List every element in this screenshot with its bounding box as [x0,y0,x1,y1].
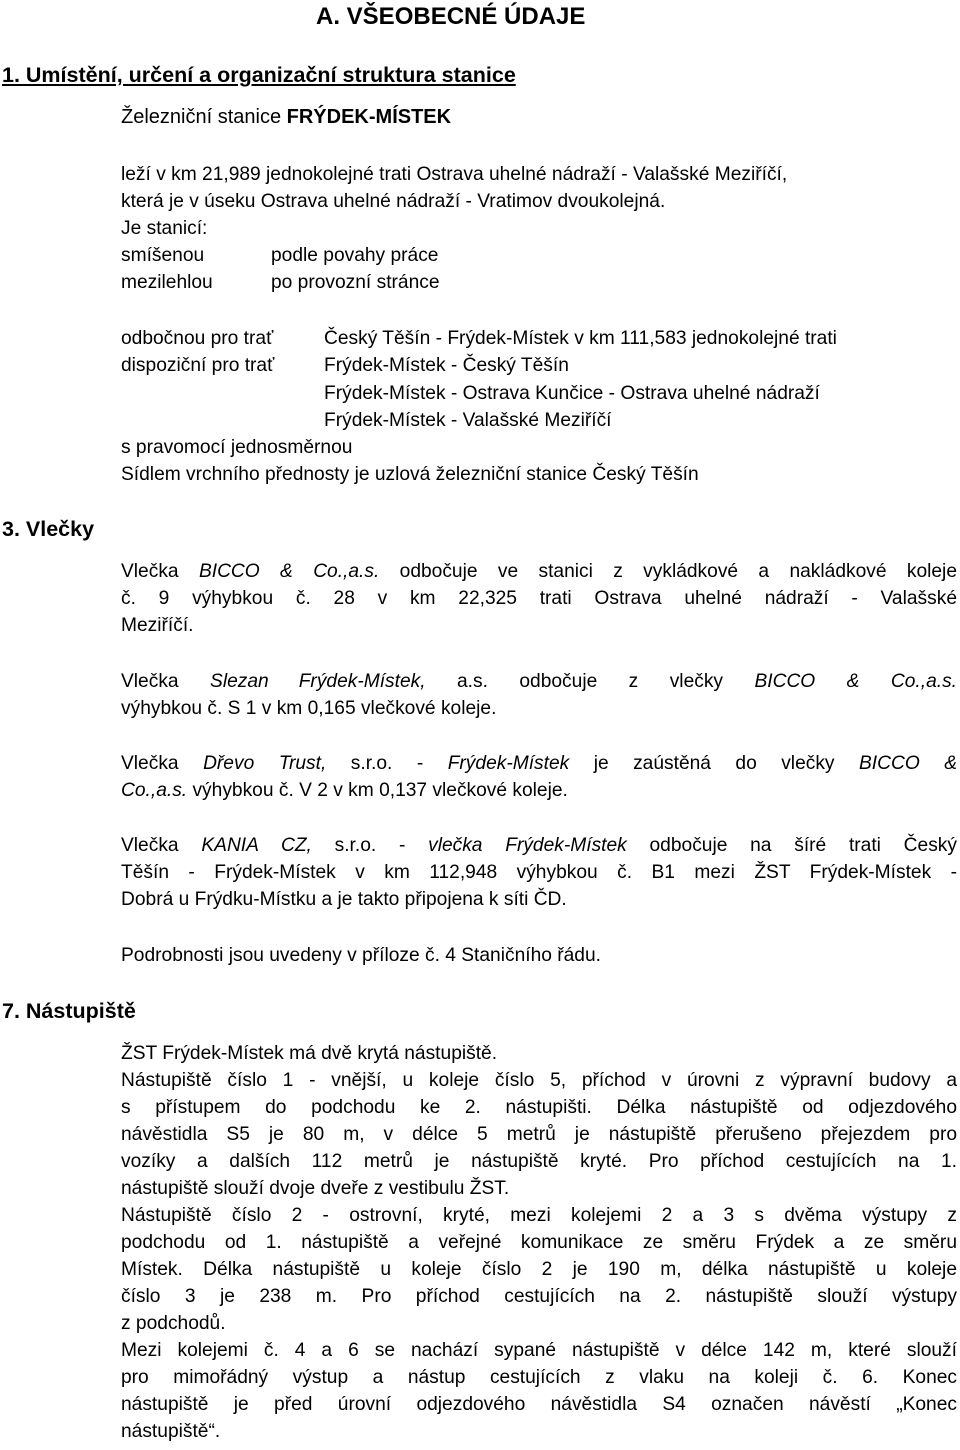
text-line: Vlečka Slezan Frýdek-Místek, a.s. odbočuje z vlečky BICCO & Co.,a.s. [121,671,958,692]
station-name-prefix: Železniční stanice [121,106,287,128]
seat: Sídlem vrchního přednosty je uzlová železniční stanice Český Těšín [121,464,699,485]
dispatch-label: dispoziční pro trať [121,355,275,376]
text-line: vozíky a dalších 112 metrů je nástupiště kryté. Pro příchod cestujících na 1. [121,1151,957,1172]
station-type-by: po provozní stránce [271,272,440,293]
text-line: Vlečka KANIA CZ, s.r.o. - vlečka Frýdek-Místek odbočuje na šíré trati Český [121,835,957,856]
station-location [121,161,957,242]
station-type: smíšenou [121,245,205,266]
text-line: Těšín - Frýdek-Místek v km 112,948 výhybkou č. B1 mezi ŽST Frýdek-Místek - [121,862,957,883]
siding-slezan [121,668,957,722]
text-line: Vlečka Dřevo Trust, s.r.o. - Frýdek-Místek je zaústěná do vlečky BICCO & [121,753,958,774]
branch-value: Český Těšín - Frýdek-Místek v km 111,583 jednokolejné trati [324,328,837,349]
text-line: Co.,a.s. výhybkou č. V 2 v km 0,137 vlečkové koleje. [121,780,568,801]
dispatch-line: Frýdek-Místek - Ostrava Kunčice - Ostrava uhelné nádraží [324,383,820,404]
text-line: pro mimořádný výstup a nástup cestujících z vlaku na koleji č. 6. Konec [121,1367,957,1388]
text-line: nástupiště slouží dvoje dveře z vestibulu ŽST. [121,1178,510,1199]
branch-label: odbočnou pro trať [121,328,274,349]
section-3-heading: 3. Vlečky [2,517,95,541]
section-1-heading: 1. Umístění, určení a organizační struktura stanice [2,63,516,87]
text-line: Dobrá u Frýdku-Místku a je takto připojena k síti ČD. [121,889,567,910]
text-line: z podchodů. [121,1313,226,1334]
siding-drevo-trust [121,750,957,804]
station-type-intermediate [121,269,213,296]
authority: s pravomocí jednosměrnou [121,437,353,458]
text-line: nástupiště je před úrovní odjezdového návěstidla S4 označen návěstí „Konec [121,1394,957,1415]
text-line: Vlečka BICCO & Co.,a.s. odbočuje ve stanici z vykládkové a nakládkové koleje [121,561,957,582]
station-name: FRÝDEK-MÍSTEK [286,106,452,128]
platform-2 [121,1202,957,1337]
platform-gravel [121,1337,957,1445]
text-line: Mezi kolejemi č. 4 a 6 se nachází sypané nástupiště v délce 142 m, které slouží [121,1340,957,1361]
text-line: nástupiště“. [121,1421,221,1442]
siding-bicco [121,558,957,639]
station-type-mixed [121,242,204,269]
text-line: Meziříčí. [121,615,194,636]
location-line: leží v km 21,989 jednokolejné trati Ostrava uhelné nádraží - Valašské Meziříčí, [121,164,788,185]
text-line: výhybkou č. S 1 v km 0,165 vlečkové koleje. [121,698,497,719]
section-title: A. VŠEOBECNÉ ÚDAJE [316,3,586,30]
siding-kania [121,832,957,913]
location-line: která je v úseku Ostrava uhelné nádraží - Vratimov dvoukolejná. [121,191,666,212]
dispatch-line: Frýdek-Místek - Valašské Meziříčí [324,410,612,431]
text-line: podchodu od 1. nástupiště a veřejné komunikace ze směru Frýdek a ze směru [121,1232,957,1253]
platforms-intro [121,1040,957,1067]
is-station-label: Je stanicí: [121,218,208,239]
section-7-heading: 7. Nástupiště [2,999,136,1023]
text-line: Nástupiště číslo 1 - vnější, u koleje číslo 5, příchod v úrovni z výpravní budovy a [121,1070,957,1091]
text-line: s přístupem do podchodu ke 2. nástupišti. Délka nástupiště od odjezdového [121,1097,957,1118]
dispatch-line: Frýdek-Místek - Český Těšín [324,355,569,376]
platform-1 [121,1067,957,1202]
text-line: číslo 3 je 238 m. Pro příchod cestujících na 2. nástupiště slouží výstupy [121,1286,957,1307]
text-line: návěstidla S5 je 80 m, v délce 5 metrů je nástupiště přerušeno přejezdem pro [121,1124,957,1145]
station-name-line [121,104,451,131]
details-note: Podrobnosti jsou uvedeny v příloze č. 4 Staničního řádu. [121,945,601,966]
text-line: č. 9 výhybkou č. 28 v km 22,325 trati Ostrava uhelné nádraží - Valašské [121,588,957,609]
text-line: Místek. Délka nástupiště u koleje číslo 2 je 190 m, délka nástupiště u koleje [121,1259,957,1280]
text-line: Nástupiště číslo 2 - ostrovní, kryté, mezi kolejemi 2 a 3 s dvěma výstupy z [121,1205,957,1226]
station-type-by: podle povahy práce [271,245,439,266]
text-line: ŽST Frýdek-Místek má dvě krytá nástupiště. [121,1043,498,1064]
station-type: mezilehlou [121,272,213,293]
